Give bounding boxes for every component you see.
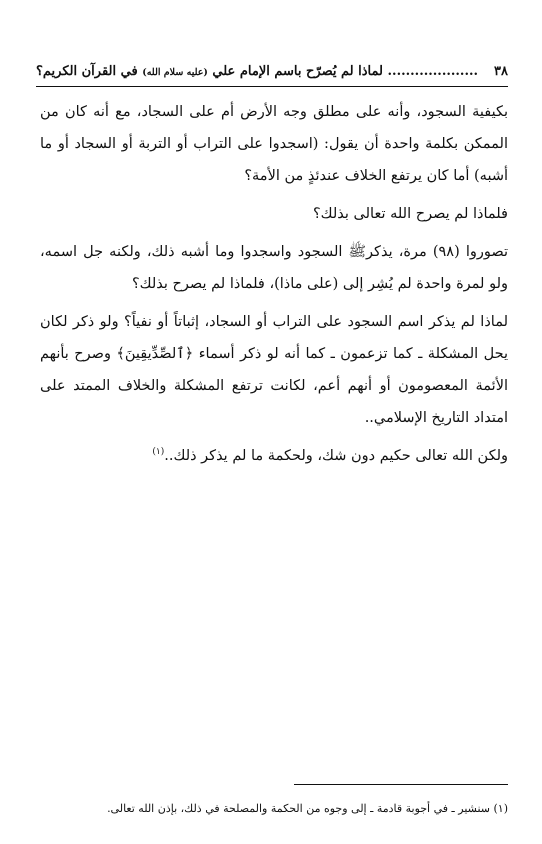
paragraph-1: بكيفية السجود، وأنه على مطلق وجه الأرض أم على السجاد، مع أنه كان من الممكن بكلمة واحدة أن يقول: (اسجدوا على التراب أو التربة أو السجاد أو ما أشبه) أما كان يرتفع الخلاف عندئذٍ من الأمة؟ [40,104,508,184]
running-header [36,60,508,84]
header-title [36,60,482,85]
footnote: (١) سنشير ـ في أجوبة قادمة ـ إلى وجوه من الحكمة والمصلحة في ذلك، بإذن الله تعالى. [107,802,508,815]
header-title-tail: في القرآن الكريم؟ [36,64,138,79]
paragraph-5 [40,440,508,472]
header-title-main: لماذا لم يُصرّح باسم الإمام علي [212,64,383,79]
paragraph-5-text: ولكن الله تعالى حكيم دون شك، ولحكمة ما لم يذكر ذلك.. [164,448,508,464]
footnote-marker: (١) [152,447,165,458]
main-text [40,96,508,472]
header-honorific: (عليه سلام الله) [142,67,208,78]
paragraph-3: تصوروا (٩٨) مرة، يذكرﷺ السجود واسجدوا وما أشبه ذلك، ولكنه جل اسمه، ولو لمرة واحدة لم يُشِر إلى (على ماذا)، فلماذا لم يصرح بذلك؟ [40,244,508,292]
page-number: ٣٨ [494,64,508,79]
header-divider [36,86,508,87]
paragraph-2: فلماذا لم يصرح الله تعالى بذلك؟ [312,206,508,222]
footnote-divider [294,784,508,785]
paragraph-4: لماذا لم يذكر اسم السجود على التراب أو السجاد، إثباتاً أو نفياً؟ ولو ذكر لكان يحل المشكلة ـ كما تزعمون ـ كما أنه لو ذكر أسماء ﴿ٱلصِّدِّيقِينَ﴾ وصرح بأنهم الأئمة المعصومون أو أنهم أعم، لكانت ترتفع المشكلة والخلاف الممتد على امتداد التاريخ الإسلامي.. [40,314,508,426]
header-dots: .................... [387,64,479,79]
